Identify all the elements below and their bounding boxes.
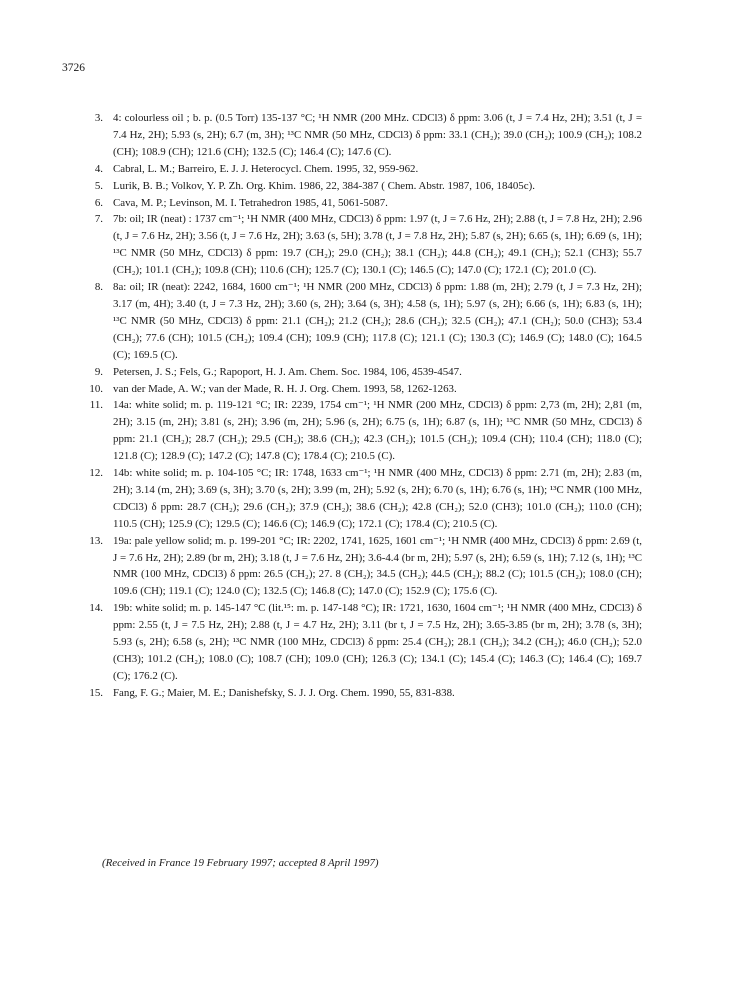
reference-item: [86, 110, 642, 161]
reference-number: 6.: [94, 196, 103, 209]
reference-text: Lurik, B. B.; Volkov, Y. P. Zh. Org. Khim. 1986, 22, 384-387 ( Chem. Abstr. 1987, 106, 18405c).: [113, 179, 535, 192]
reference-number: 14.: [89, 602, 103, 615]
reference-text: 4: colourless oil ; b. p. (0.5 Torr) 135-137 °C; ¹H NMR (200 MHz. CDCl3) δ ppm: 3.06 (t, J = 7.4 Hz, 2H); 3.51 (t, J = 7.4 Hz, 2H); 5.93 (s, 2H); 6.7 (m, 3H); ¹³C NMR (50 MHz, CDCl3) δ ppm: 33.1 (CH₂); 39.0 (CH₂); 100.9 (CH₂); 108.2 (CH); 108.9 (CH); 121.6 (CH); 132.5 (C); 146.4 (C); 147.6 (C).: [113, 112, 642, 158]
reference-item: [86, 195, 642, 212]
reference-number: 13.: [89, 534, 103, 547]
reference-item: [86, 685, 642, 702]
reference-item: [86, 465, 642, 533]
reference-number: 4.: [94, 162, 103, 175]
reference-number: 12.: [89, 467, 103, 480]
reference-number: 9.: [94, 365, 103, 378]
reference-item: [86, 178, 642, 195]
reference-text: Fang, F. G.; Maier, M. E.; Danishefsky, S. J. J. Org. Chem. 1990, 55, 831-838.: [113, 686, 455, 699]
reference-text: Cabral, L. M.; Barreiro, E. J. J. Heterocycl. Chem. 1995, 32, 959-962.: [113, 162, 419, 175]
reference-item: [86, 600, 642, 685]
reference-item: [86, 279, 642, 364]
received-note: (Received in France 19 February 1997; accepted 8 April 1997): [102, 857, 379, 869]
reference-text: 7b: oil; IR (neat) : 1737 cm⁻¹; ¹H NMR (400 MHz, CDCl3) δ ppm: 1.97 (t, J = 7.6 Hz, 2H); 2.88 (t, J = 7.8 Hz, 2H); 2.96 (t, J = 7.6 Hz, 2H); 3.56 (t, J = 7.6 Hz, 2H); 3.63 (s, 5H); 3.78 (t, J = 7.8 Hz, 2H); 5.87 (s, 2H); 6.65 (s, 1H); 6.69 (s, 1H); ¹³C NMR (50 MHz, CDCl3) δ ppm: 19.7 (CH₂); 29.0 (CH₂); 38.1 (CH₂); 44.8 (CH₂); 49.1 (CH₂); 52.1 (CH3); 55.7 (CH₂); 101.1 (CH₂); 109.8 (CH); 110.6 (CH); 125.7 (C); 130.1 (C); 146.5 (C); 147.0 (C); 172.1 (C); 201.0 (C).: [113, 213, 642, 277]
reference-number: 10.: [89, 382, 103, 395]
page-number: 3726: [62, 62, 85, 74]
reference-number: 8.: [94, 281, 103, 294]
reference-text: 14b: white solid; m. p. 104-105 °C; IR: 1748, 1633 cm⁻¹; ¹H NMR (400 MHz, CDCl3) δ ppm: 2.71 (m, 2H); 2.83 (m, 2H); 3.14 (m, 2H); 3.69 (s, 3H); 3.70 (s, 2H); 3.99 (m, 2H); 5.92 (s, 2H); 6.70 (s, 1H); 6.76 (s, 1H); ¹³C NMR (100 MHz, CDCl3) δ ppm: 28.7 (CH₂); 29.6 (CH₂); 37.9 (CH₂); 38.6 (CH₂); 42.8 (CH₂); 52.0 (CH3); 101.0 (CH₂); 110.0 (CH); 110.5 (CH); 125.9 (C); 129.5 (C); 146.6 (C); 146.9 (C); 172.1 (C); 178.4 (C); 210.5 (C).: [113, 467, 642, 530]
reference-text: van der Made, A. W.; van der Made, R. H. J. Org. Chem. 1993, 58, 1262-1263.: [113, 382, 457, 395]
reference-item: [86, 364, 642, 381]
reference-item: [86, 161, 642, 178]
reference-text: Petersen, J. S.; Fels, G.; Rapoport, H. J. Am. Chem. Soc. 1984, 106, 4539-4547.: [113, 365, 462, 378]
reference-number: 5.: [94, 179, 103, 192]
reference-text: 14a: white solid; m. p. 119-121 °C; IR: 2239, 1754 cm⁻¹; ¹H NMR (200 MHz, CDCl3) δ ppm: 2,73 (m, 2H); 2,81 (m, 2H); 3.15 (m, 2H); 3.81 (s, 2H); 3.96 (m, 2H); 5.96 (s, 2H); 6.75 (s, 1H); 6.87 (s, 1H); ¹³C NMR (50 MHz, CDCl3) δ ppm: 21.1 (CH₂); 28.7 (CH₂); 29.5 (CH₂); 38.6 (CH₂); 42.3 (CH₂); 101.5 (CH₂); 109.4 (CH); 110.4 (CH); 118.0 (C); 121.8 (C); 128.9 (C); 147.2 (C); 147.8 (C); 178.4 (C); 210.5 (C).: [113, 399, 642, 463]
reference-number: 7.: [94, 213, 103, 226]
reference-item: [86, 211, 642, 279]
reference-text: 19b: white solid; m. p. 145-147 °C (lit.¹⁵: m. p. 147-148 °C); IR: 1721, 1630, 1604 cm⁻¹; ¹H NMR (400 MHz, CDCl3) δ ppm: 2.55 (t, J = 7.5 Hz, 2H); 2.88 (t, J = 4.7 Hz, 2H); 3.11 (br t, J = 7.5 Hz, 2H); 3.65-3.85 (br m, 2H); 3.78 (s, 3H); 5.93 (s, 2H); 6.58 (s, 2H); ¹³C NMR (100 MHz, CDCl3) δ ppm: 25.4 (CH₂); 28.1 (CH₂); 34.2 (CH₂); 46.0 (CH₂); 52.0 (CH3); 101.2 (CH₂); 108.0 (C); 108.7 (CH); 109.0 (CH); 126.3 (C); 134.1 (C); 145.4 (C); 146.3 (C); 146.4 (C); 169.7 (C); 176.2 (C).: [113, 602, 642, 682]
reference-number: 11.: [89, 399, 103, 412]
reference-number: 3.: [94, 112, 103, 124]
reference-list: [86, 110, 642, 702]
reference-item: [86, 397, 642, 465]
reference-item: [86, 533, 642, 601]
reference-text: Cava, M. P.; Levinson, M. I. Tetrahedron 1985, 41, 5061-5087.: [113, 196, 388, 209]
reference-text: 8a: oil; IR (neat): 2242, 1684, 1600 cm⁻¹; ¹H NMR (200 MHz, CDCl3) δ ppm: 1.88 (m, 2H); 2.79 (t, J = 7.3 Hz, 2H); 3.17 (m, 4H); 3.40 (t, J = 7.3 Hz, 2H); 3.60 (s, 2H); 3.64 (s, 3H); 4.58 (s, 1H); 5.97 (s, 2H); 6.66 (s, 1H); 6.83 (s, 1H); ¹³C NMR (50 MHz, CDCl3) δ ppm: 21.1 (CH₂); 21.2 (CH₂); 28.6 (CH₂); 32.5 (CH₂); 47.1 (CH₂); 50.0 (CH3); 53.4 (CH₂); 77.6 (CH); 101.5 (CH₂); 109.4 (CH); 109.9 (CH); 117.8 (C); 121.1 (C); 130.3 (C); 146.9 (C); 148.0 (C); 164.5 (C); 169.5 (C).: [113, 281, 642, 361]
reference-number: 15.: [89, 686, 103, 699]
reference-item: [86, 381, 642, 398]
reference-text: 19a: pale yellow solid; m. p. 199-201 °C; IR: 2202, 1741, 1625, 1601 cm⁻¹; ¹H NMR (400 MHz, CDCl3) δ ppm: 2.69 (t, J = 7.6 Hz, 2H); 2.89 (br m, 2H); 3.18 (t, J = 7.6 Hz, 2H); 3.6-4.4 (br m, 2H); 5.97 (s, 2H); 6.59 (s, 1H); 7.12 (s, 1H); ¹³C NMR (100 MHz, CDCl3) δ ppm: 26.5 (CH₂); 27. 8 (CH₂); 34.5 (CH₂); 44.5 (CH₂); 88.2 (C); 101.5 (CH₂); 108.0 (CH); 109.6 (CH); 119.1 (C); 124.0 (C); 132.5 (C); 146.8 (C); 147.0 (C); 152.9 (C); 175.6 (C).: [113, 534, 642, 598]
